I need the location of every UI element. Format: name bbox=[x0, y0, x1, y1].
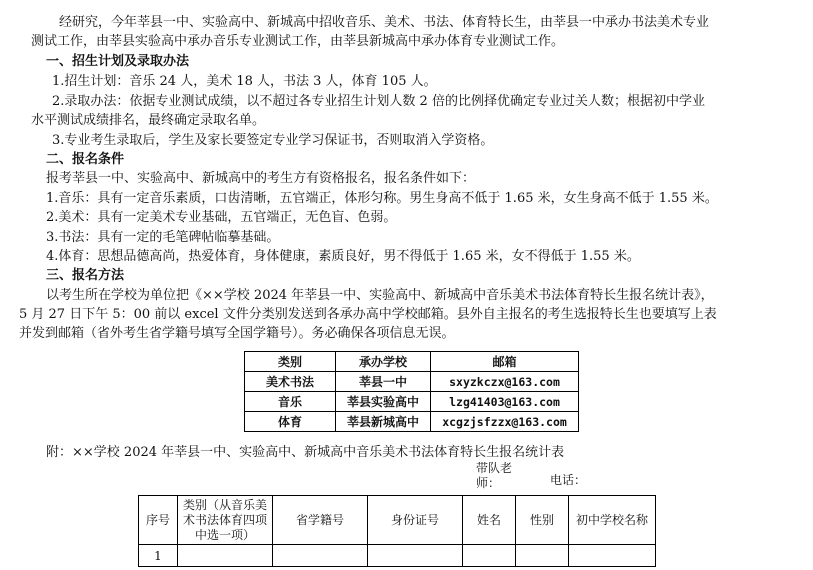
row-school: 莘县一中 bbox=[336, 372, 431, 392]
table-row bbox=[139, 545, 656, 567]
condition-sports: 4.体育：思想品德高尚，热爱体育，身体健康，素质良好，男不得低于 1.65 米，女不得低于 1.55 米。 bbox=[46, 249, 640, 264]
header-middle-school: 初中学校名称 bbox=[569, 496, 656, 545]
row-category: 美术书法 bbox=[245, 372, 336, 392]
header-index: 序号 bbox=[139, 496, 178, 545]
header-name: 姓名 bbox=[463, 496, 516, 545]
header-category: 类别 bbox=[245, 352, 336, 372]
cell-name[interactable] bbox=[463, 545, 516, 567]
header-id-card: 身份证号 bbox=[368, 496, 463, 545]
row-school: 莘县实验高中 bbox=[336, 392, 431, 412]
header-student-id: 省学籍号 bbox=[273, 496, 368, 545]
cell-middle-school[interactable] bbox=[569, 545, 656, 567]
header-category: 类别（从音乐美术书法体育四项中选一项） bbox=[178, 496, 273, 545]
table-row bbox=[245, 372, 579, 392]
method-line-1: 以考生所在学校为单位把《××学校 2024 年莘县一中、实验高中、新城高中音乐美术书法体育特长生报名统计表》， bbox=[46, 288, 714, 303]
cell-index: 1 bbox=[139, 545, 178, 567]
row-category: 体育 bbox=[245, 412, 336, 432]
plan-item-1: 1.招生计划：音乐 24 人，美术 18 人，书法 3 人，体育 105 人。 bbox=[52, 74, 437, 89]
condition-art: 2.美术：具有一定美术专业基础，五官端正，无色盲、色弱。 bbox=[46, 210, 397, 225]
conditions-lead: 报考莘县一中、实验高中、新城高中的考生方有资格报名，报名条件如下： bbox=[46, 171, 476, 186]
plan-item-3: 3.专业考生录取后，学生及家长要签定专业学习保证书，否则取消入学资格。 bbox=[52, 133, 494, 148]
registration-table-header bbox=[139, 496, 656, 545]
intro-line-1: 经研究，今年莘县一中、实验高中、新城高中招收音乐、美术、书法、体育特长生，由莘县一中承办书法美术专业 bbox=[59, 15, 710, 30]
section-2-title: 二、报名条件 bbox=[46, 152, 125, 167]
header-gender: 性别 bbox=[516, 496, 569, 545]
plan-item-2-a: 2.录取办法：依据专业测试成绩，以不超过各专业招生计划人数 2 倍的比例择优确定专业过关人数；根据初中学业 bbox=[52, 94, 705, 109]
table-row bbox=[245, 412, 579, 432]
method-line-2: 5 月 27 日下午 5：00 前以 excel 文件分类别发送到各承办高中学校邮箱。县外自主报名的考生选报特长生也要填写上表 bbox=[19, 307, 717, 322]
teacher-label-line-1: 带队老 bbox=[476, 461, 513, 475]
cell-id-card[interactable] bbox=[368, 545, 463, 567]
condition-calligraphy: 3.书法：具有一定的毛笔碑帖临摹基础。 bbox=[46, 230, 280, 245]
method-line-3: 并发到邮箱（省外考生省学籍号填写全国学籍号）。务必确保各项信息无误。 bbox=[19, 326, 455, 341]
row-email[interactable]: xcgzjsfzzx@163.com bbox=[431, 412, 579, 432]
plan-item-2-b: 水平测试成绩排名，最终确定录取名单。 bbox=[31, 113, 266, 128]
mailbox-table-header bbox=[245, 352, 579, 372]
row-email[interactable]: lzg41403@163.com bbox=[431, 392, 579, 412]
header-school: 承办学校 bbox=[336, 352, 431, 372]
header-email: 邮箱 bbox=[431, 352, 579, 372]
intro-line-2: 测试工作，由莘县实验高中承办音乐专业测试工作，由莘县新城高中承办体育专业测试工作。 bbox=[31, 34, 565, 49]
row-school: 莘县新城高中 bbox=[336, 412, 431, 432]
table-row bbox=[245, 392, 579, 412]
row-category: 音乐 bbox=[245, 392, 336, 412]
phone-label: 电话： bbox=[550, 473, 587, 487]
cell-gender[interactable] bbox=[516, 545, 569, 567]
condition-music: 1.音乐：具有一定音乐素质，口齿清晰，五官端正，体形匀称。男生身高不低于 1.65 米，女生身高不低于 1.55 米。 bbox=[46, 191, 718, 206]
cell-student-id[interactable] bbox=[273, 545, 368, 567]
section-3-title: 三、报名方法 bbox=[46, 268, 125, 283]
cell-category[interactable] bbox=[178, 545, 273, 567]
row-email[interactable]: sxyzkczx@163.com bbox=[431, 372, 579, 392]
registration-table bbox=[138, 495, 656, 567]
teacher-label-line-2: 师： bbox=[476, 476, 501, 490]
mailbox-table bbox=[244, 351, 579, 432]
section-1-title: 一、招生计划及录取办法 bbox=[46, 54, 190, 69]
appendix-title: 附：××学校 2024 年莘县一中、实验高中、新城高中音乐美术书法体育特长生报名统计表 bbox=[46, 445, 565, 460]
